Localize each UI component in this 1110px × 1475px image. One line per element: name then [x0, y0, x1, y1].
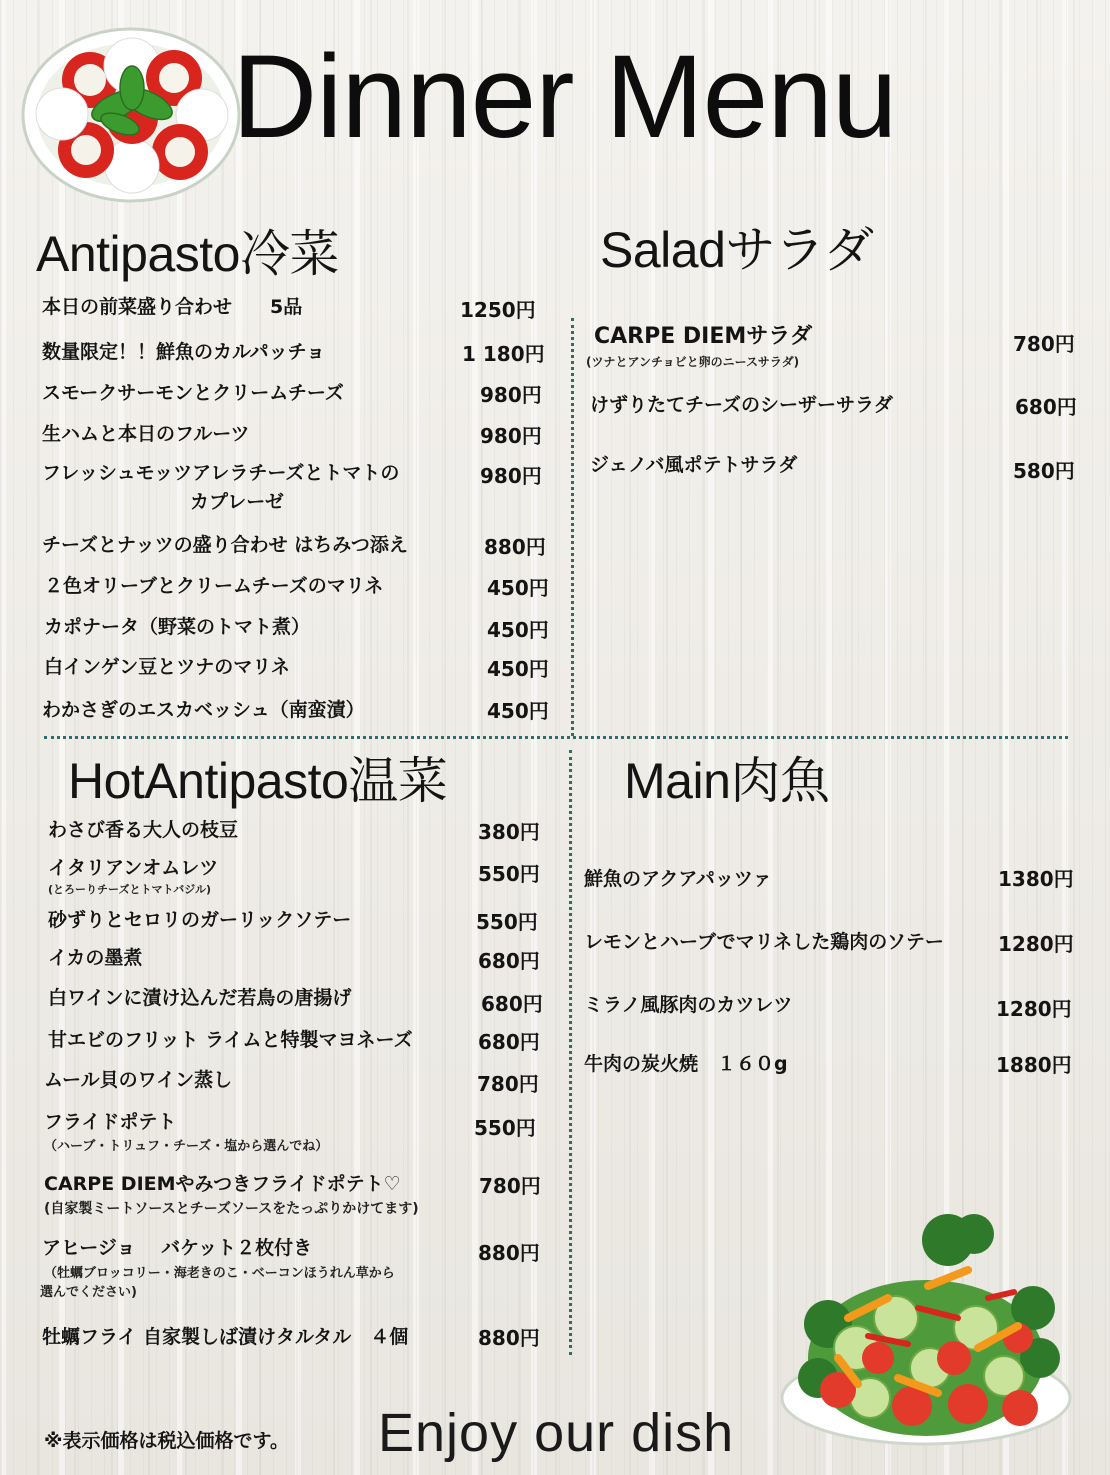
menu-item-name: わさび香る大人の枝豆 [48, 819, 239, 841]
menu-item-name: イタリアンオムレツ [48, 857, 219, 879]
menu-item-price: 880円 [484, 535, 546, 559]
horizontal-divider [44, 736, 1068, 739]
menu-item-name: 白ワインに漬け込んだ若鳥の唐揚げ [48, 987, 352, 1009]
menu-item-price: 980円 [480, 383, 542, 407]
menu-item-price: 380円 [478, 820, 540, 844]
enjoy-tagline: Enjoy our dish [378, 1403, 735, 1463]
menu-item-price: 680円 [478, 949, 540, 973]
menu-item-name: スモークサーモンとクリームチーズ [42, 382, 344, 404]
menu-item-price: 550円 [476, 910, 538, 934]
menu-item-description: (とろーりチーズとトマトバジル) [48, 883, 212, 896]
vertical-divider-bottom [569, 750, 572, 1355]
menu-item-price: 780円 [479, 1174, 541, 1198]
menu-item-name: 数量限定！！鮮魚のカルパッチョ [42, 341, 326, 363]
menu-item-price: 450円 [487, 618, 549, 642]
menu-item-price: 680円 [478, 1030, 540, 1054]
menu-item-name: ジェノバ風ポテトサラダ [590, 454, 798, 476]
menu-item-name: 甘エビのフリット ライムと特製マヨネーズ [48, 1029, 413, 1051]
menu-item-description: （ハーブ・トリュフ・チーズ・塩から選んでね） [44, 1139, 329, 1154]
menu-item-name: 白インゲン豆とツナのマリネ [44, 656, 290, 678]
menu-item-name: わかさぎのエスカベッシュ（南蛮漬） [42, 699, 365, 721]
menu-item-name: フライドポテト [44, 1111, 177, 1133]
menu-item-price: 450円 [487, 699, 549, 723]
menu-item-description: （牡蠣ブロッコリー・海老きのこ・ベーコンほうれん草から [44, 1266, 395, 1281]
menu-item-name: ミラノ風豚肉のカツレツ [584, 994, 793, 1016]
menu-item-price: 780円 [1013, 332, 1075, 356]
menu-item-price: 880円 [478, 1326, 540, 1350]
menu-item-name: 本日の前菜盛り合わせ 5品 [42, 296, 303, 318]
salad-bowl-image [778, 1208, 1074, 1452]
menu-item-price: 580円 [1013, 459, 1075, 483]
menu-item-description-line2: 選んでください) [40, 1285, 137, 1300]
menu-item-price: 550円 [474, 1116, 536, 1140]
menu-item-price: 980円 [480, 464, 542, 488]
menu-item-name-line2: カプレーゼ [190, 491, 284, 513]
menu-item-name: カポナータ（野菜のトマト煮） [44, 616, 311, 638]
section-heading-salad: Saladサラダ [600, 222, 874, 278]
menu-item-price: 1280円 [998, 932, 1074, 956]
section-heading-hot-antipasto: HotAntipasto温菜 [68, 753, 448, 809]
tax-note: ※表示価格は税込価格です。 [44, 1430, 289, 1452]
menu-item-price: 1880円 [996, 1053, 1072, 1077]
menu-item-price: 550円 [478, 862, 540, 886]
vertical-divider-top [571, 318, 574, 736]
menu-item-price: 1 180円 [462, 342, 545, 366]
menu-item-name: 鮮魚のアクアパッツァ [584, 868, 772, 890]
menu-item-name: レモンとハーブでマリネした鶏肉のソテー [584, 931, 944, 953]
menu-item-price: 1380円 [998, 867, 1074, 891]
menu-item-name: CARPE DIEMサラダ [594, 324, 813, 349]
section-heading-main: Main肉魚 [624, 753, 830, 809]
menu-item-price: 450円 [487, 657, 549, 681]
menu-item-name: 砂ずりとセロリのガーリックソテー [48, 909, 352, 931]
menu-item-name: イカの墨煮 [48, 947, 143, 969]
menu-item-name: 牛肉の炭火焼 １６０g [584, 1053, 788, 1075]
menu-item-name: フレッシュモッツアレラチーズとトマトの [42, 462, 400, 484]
menu-item-description: (ツナとアンチョビと卵のニースサラダ) [586, 355, 800, 369]
caprese-plate-image [20, 20, 242, 206]
menu-item-price: 1250円 [460, 298, 536, 322]
menu-item-price: 680円 [481, 992, 543, 1016]
menu-item-name: 生ハムと本日のフルーツ [42, 423, 250, 445]
menu-item-name: けずりたてチーズのシーザーサラダ [590, 394, 893, 416]
menu-item-name: チーズとナッツの盛り合わせ はちみつ添え [42, 534, 408, 556]
menu-item-name: CARPE DIEMやみつきフライドポテト♡ [44, 1173, 401, 1195]
menu-item-name: ムール貝のワイン蒸し [44, 1069, 233, 1091]
menu-item-name: 牡蠣フライ 自家製しば漬けタルタル ４個 [42, 1326, 409, 1348]
menu-item-price: 1280円 [996, 997, 1072, 1021]
menu-item-price: 780円 [477, 1072, 539, 1096]
menu-item-price: 450円 [487, 576, 549, 600]
menu-item-price: 980円 [480, 424, 542, 448]
menu-item-price: 880円 [478, 1241, 540, 1265]
menu-item-name: アヒージョ バケット２枚付き [42, 1237, 313, 1259]
menu-item-name: ２色オリーブとクリームチーズのマリネ [44, 575, 384, 597]
menu-item-price: 680円 [1015, 395, 1077, 419]
page-title: Dinner Menu [232, 31, 897, 163]
section-heading-antipasto: Antipasto冷菜 [36, 226, 339, 282]
menu-item-description: (自家製ミートソースとチーズソースをたっぷりかけてます) [44, 1201, 419, 1217]
